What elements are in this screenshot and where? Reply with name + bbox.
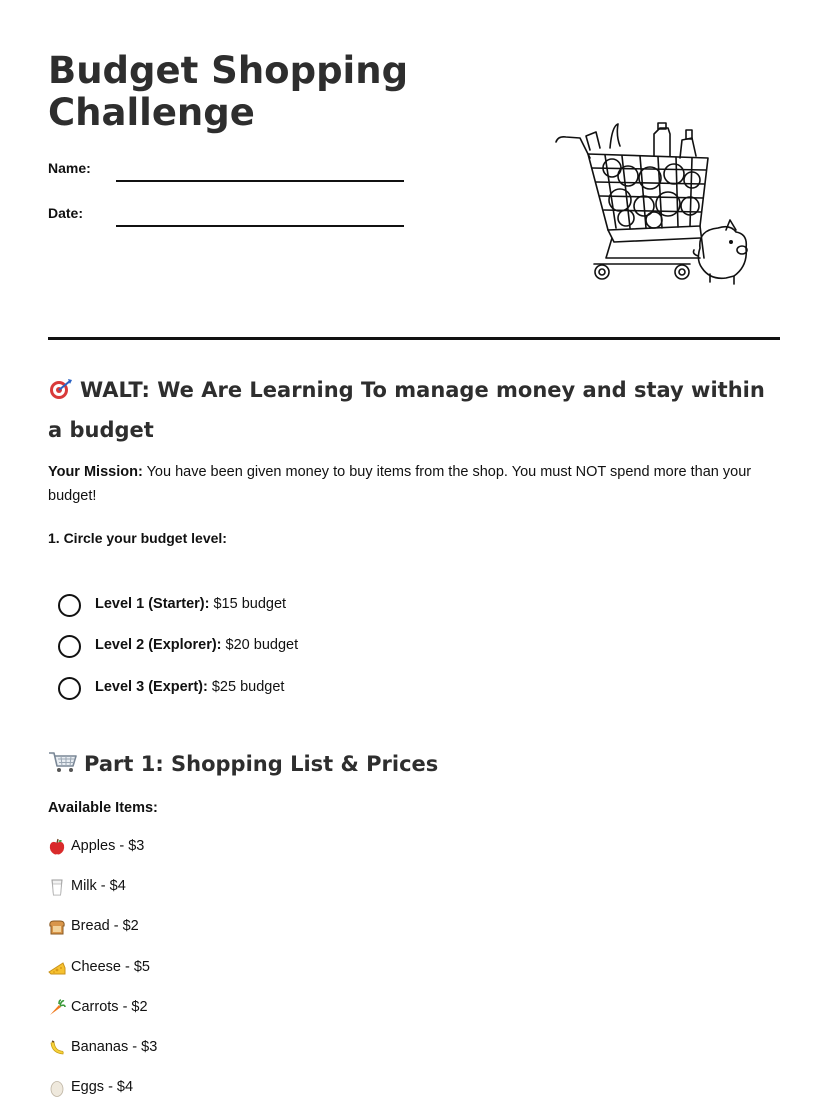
item-text: Bananas - $3 (71, 1038, 158, 1055)
list-item (48, 959, 157, 999)
walt-heading-text: WALT: We Are Learning To manage money and stay within a budget (48, 378, 765, 442)
mission-label: Your Mission: (48, 464, 143, 480)
part1-heading-text: Part 1: Shopping List & Prices (84, 752, 439, 776)
radio-circle[interactable] (58, 677, 81, 700)
list-item (48, 1039, 157, 1079)
available-items-label: Available Items: (48, 800, 158, 816)
level-label: Level 2 (Explorer): (95, 637, 222, 653)
level-value: $15 budget (213, 596, 287, 612)
date-field[interactable] (48, 205, 408, 235)
available-items-list (48, 838, 157, 1119)
list-item (48, 999, 157, 1039)
carrot-icon (48, 999, 66, 1017)
level-value: $20 budget (225, 637, 299, 653)
name-field[interactable] (48, 160, 408, 190)
section-divider (48, 337, 780, 340)
level-label: Level 3 (Expert): (95, 679, 208, 695)
list-item (48, 838, 157, 878)
milk-icon (48, 878, 66, 896)
radio-circle[interactable] (58, 594, 81, 617)
banana-icon (48, 1039, 66, 1057)
mission-text (48, 460, 778, 508)
name-write-line[interactable] (116, 180, 404, 182)
part1-heading (48, 748, 768, 783)
level-label: Level 1 (Starter): (95, 596, 210, 612)
page-title: Budget Shopping Challenge (48, 49, 409, 134)
date-label: Date: (48, 205, 84, 221)
shopping-cart-icon (48, 750, 78, 783)
radio-circle[interactable] (58, 635, 81, 658)
list-item (48, 1079, 157, 1119)
name-label: Name: (48, 160, 91, 176)
date-write-line[interactable] (116, 225, 404, 227)
item-text: Cheese - $5 (71, 958, 150, 975)
cheese-icon (48, 959, 66, 977)
item-text: Apples - $3 (71, 838, 145, 854)
mission-body: You have been given money to buy items from the shop. You must NOT spend more than your budget! (48, 464, 752, 504)
level-value: $25 budget (211, 679, 285, 695)
bread-icon (48, 918, 66, 936)
item-text: Carrots - $2 (71, 998, 148, 1015)
item-text: Eggs - $4 (71, 1079, 134, 1096)
apple-icon (48, 838, 66, 856)
budget-question: 1. Circle your budget level: (48, 530, 227, 546)
egg-icon (48, 1079, 66, 1097)
list-item (48, 918, 157, 958)
item-text: Bread - $2 (71, 918, 139, 935)
shopping-cart-piggy-bank-illustration (550, 120, 760, 290)
item-text: Milk - $4 (71, 878, 126, 895)
list-item (48, 878, 157, 918)
walt-heading (48, 372, 768, 449)
target-icon (48, 375, 74, 412)
